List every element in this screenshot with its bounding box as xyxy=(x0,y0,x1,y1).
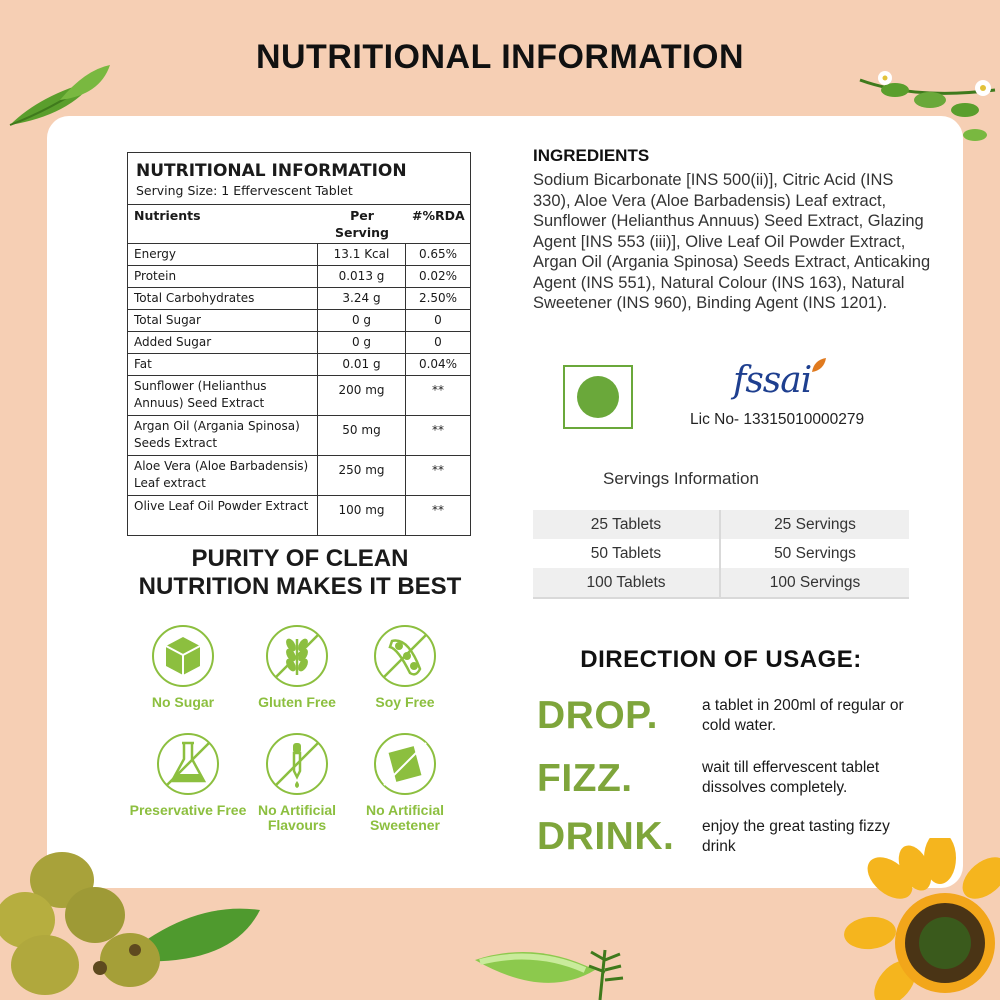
nutrient-name: Fat xyxy=(128,354,318,375)
nutrient-per-serving: 0 g xyxy=(318,310,406,331)
feature-label: Soy Free xyxy=(375,694,435,710)
aloe-vera-decoration xyxy=(475,940,645,1000)
license-number: Lic No- 13315010000279 xyxy=(690,411,865,428)
direction-title: DIRECTION OF USAGE: xyxy=(580,646,862,673)
nutrient-rda: 0.04% xyxy=(418,357,458,371)
purity-heading xyxy=(100,545,500,601)
table-row xyxy=(128,332,470,354)
nutrient-per-serving: 3.24 g xyxy=(318,288,406,309)
nutrient-name: Added Sugar xyxy=(128,332,318,353)
servings-count: 25 Servings xyxy=(774,515,856,533)
nutrient-rda: ** xyxy=(432,503,444,517)
nutrient-rda: ** xyxy=(432,463,444,477)
servings-count: 50 Servings xyxy=(774,544,856,562)
table-row xyxy=(128,416,470,456)
step-drop-word: DROP. xyxy=(537,694,658,737)
wheat-icon xyxy=(264,623,330,689)
nutrient-rda: 0 xyxy=(434,335,442,349)
table-row xyxy=(128,456,470,496)
nutrient-name: Total Sugar xyxy=(128,310,318,331)
nutrient-name: Energy xyxy=(128,244,318,265)
feature-label: No Artificial Sweetener xyxy=(365,802,445,833)
sunflower-decoration xyxy=(830,838,1000,1000)
nutrient-name: Argan Oil (Argania Spinosa) Seeds Extract xyxy=(128,416,318,455)
nutrient-rda: 0.65% xyxy=(418,247,458,261)
purity-heading-line1: PURITY OF CLEAN xyxy=(191,545,409,572)
dropper-icon xyxy=(264,731,330,797)
header-per-serving: Per Serving xyxy=(335,208,389,240)
fssai-logo xyxy=(733,360,811,401)
table-row xyxy=(128,288,470,310)
nutrient-rda: 0 xyxy=(434,313,442,327)
feature-no-sugar xyxy=(118,623,248,710)
nutrition-table xyxy=(127,152,471,536)
page-title: NUTRITIONAL INFORMATION xyxy=(255,38,745,76)
nutrient-name: Sunflower (Helianthus Annuus) Seed Extract xyxy=(128,376,318,415)
sugar-cube-icon xyxy=(150,623,216,689)
feature-label: Gluten Free xyxy=(258,694,336,710)
olives-decoration xyxy=(0,840,260,1000)
fssai-leaf-icon xyxy=(810,356,828,374)
table-row xyxy=(128,310,470,332)
feature-soy-free xyxy=(340,623,470,710)
nutrition-table-header xyxy=(128,205,470,244)
nutrient-per-serving: 100 mg xyxy=(318,496,406,535)
nutrient-name: Protein xyxy=(128,266,318,287)
ingredients-title: INGREDIENTS xyxy=(533,146,650,165)
servings-tablets: 25 Tablets xyxy=(533,510,721,539)
header-rda: #%RDA xyxy=(412,208,465,223)
step-drop-desc: a tablet in 200ml of regular or cold water. xyxy=(702,697,904,734)
nutrient-rda: ** xyxy=(432,423,444,437)
soybean-icon xyxy=(372,623,438,689)
servings-title: Servings Information xyxy=(603,469,759,488)
fssai-logo-text: fssai xyxy=(733,360,812,401)
step-drink-word: DRINK. xyxy=(537,815,675,858)
nutrient-rda: 0.02% xyxy=(418,269,458,283)
nutrient-rda: 2.50% xyxy=(418,291,458,305)
nutrient-per-serving: 200 mg xyxy=(318,376,406,415)
serving-size: Serving Size: 1 Effervescent Tablet xyxy=(128,181,470,205)
table-row xyxy=(533,539,909,568)
nutrient-per-serving: 250 mg xyxy=(318,456,406,495)
feature-label: No Artificial Flavours xyxy=(257,802,337,833)
nutrient-name: Olive Leaf Oil Powder Extract xyxy=(128,496,318,535)
servings-table xyxy=(533,510,909,599)
nutrient-per-serving: 0.013 g xyxy=(318,266,406,287)
servings-count: 100 Servings xyxy=(769,573,861,591)
header-nutrients: Nutrients xyxy=(134,208,201,223)
flask-icon xyxy=(155,731,221,797)
vegetarian-mark-icon xyxy=(563,365,633,429)
servings-tablets: 100 Tablets xyxy=(533,568,721,597)
table-row xyxy=(128,266,470,288)
nutrient-name: Aloe Vera (Aloe Barbadensis) Leaf extract xyxy=(128,456,318,495)
nutrient-per-serving: 50 mg xyxy=(318,416,406,455)
ingredients-text: Sodium Bicarbonate [INS 500(ii)], Citric Acid (INS 330), Aloe Vera (Aloe Barbadensis) Leaf extract, Sunflower (Helianthus Annuus) Seed Extract, Glazing Agent [INS 553 (iii)], Olive Leaf Oil Powder Extract, Argan Oil (Argania Spinosa) Seeds Extract, Anticaking Agent (INS 551), Natural Colour (INS 163), Natural Sweetener (INS 960), Binding Agent (INS 1201). xyxy=(533,171,931,312)
step-fizz-desc: wait till effervescent tablet dissolves completely. xyxy=(702,759,880,796)
step-fizz-word: FIZZ. xyxy=(537,757,633,800)
nutrition-table-title: NUTRITIONAL INFORMATION xyxy=(136,161,407,181)
table-row xyxy=(128,244,470,266)
nutrient-rda: ** xyxy=(432,383,444,397)
feature-label: Preservative Free xyxy=(129,802,247,818)
table-row xyxy=(128,354,470,376)
nutrient-per-serving: 13.1 Kcal xyxy=(318,244,406,265)
table-row xyxy=(533,510,909,539)
purity-heading-line2: NUTRITION MAKES IT BEST xyxy=(138,573,462,600)
nutrient-per-serving: 0 g xyxy=(318,332,406,353)
nutrient-per-serving: 0.01 g xyxy=(318,354,406,375)
nutrient-name: Total Carbohydrates xyxy=(128,288,318,309)
table-row xyxy=(533,568,909,599)
sweetener-packet-icon xyxy=(372,731,438,797)
table-row xyxy=(128,496,470,535)
feature-no-artificial-sweetener xyxy=(340,731,470,833)
table-row xyxy=(128,376,470,416)
step-drink-desc: enjoy the great tasting fizzy drink xyxy=(702,818,890,855)
feature-label: No Sugar xyxy=(151,694,215,710)
servings-tablets: 50 Tablets xyxy=(533,539,721,568)
